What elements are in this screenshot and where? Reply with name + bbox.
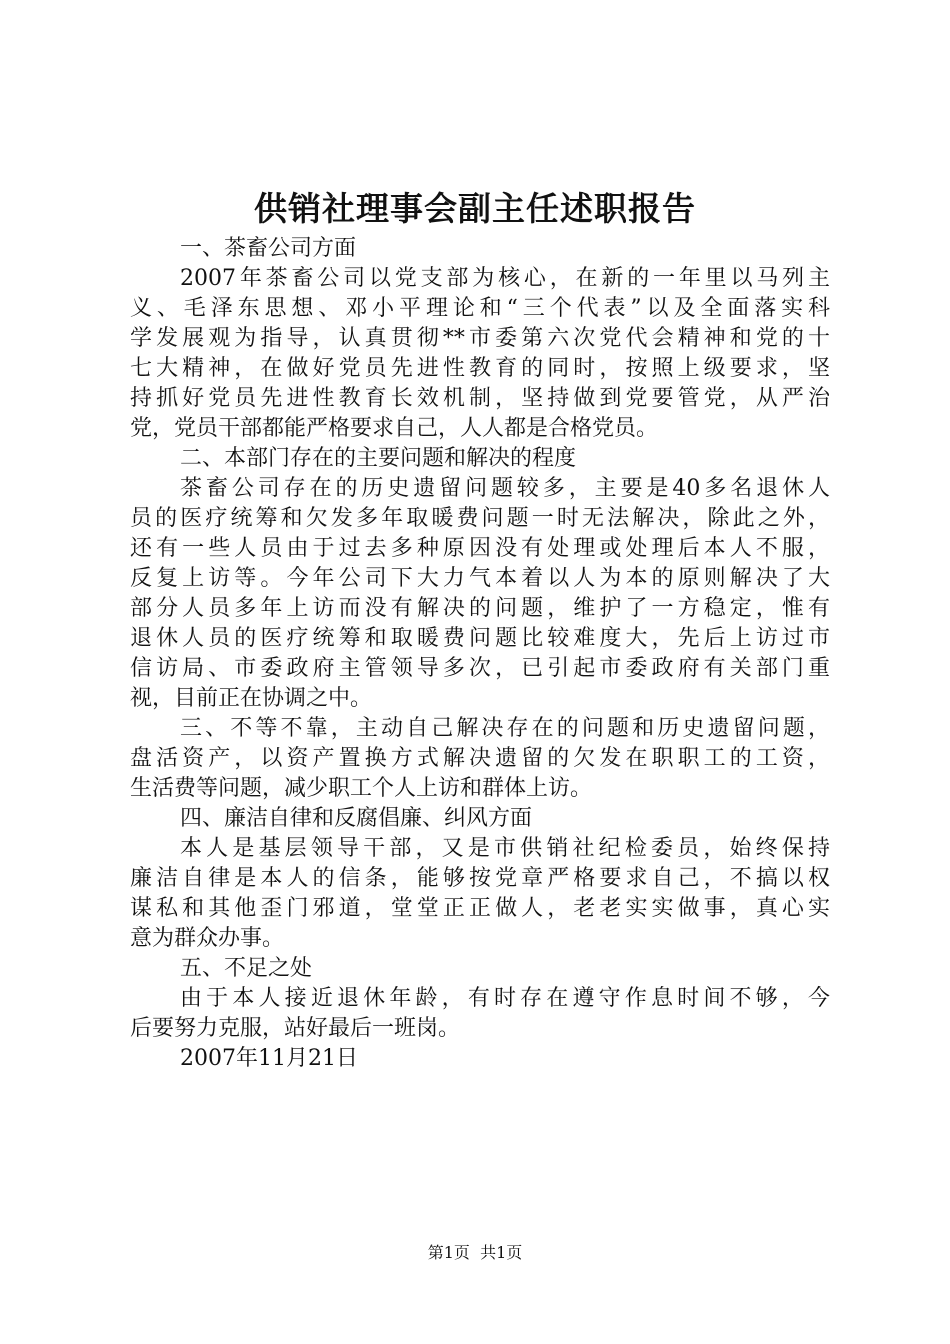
text-line: 谋私和其他歪门邪道，堂堂正正做人，老老实实做事，真心实: [130, 896, 830, 921]
text-line: 由于本人接近退休年龄，有时存在遵守作息时间不够，今: [180, 986, 830, 1011]
text-line: 学发展观为指导，认真贯彻**市委第六次党代会精神和党的十: [130, 326, 830, 351]
text-line: 茶畜公司存在的历史遗留问题较多，主要是40多名退休人: [180, 476, 830, 501]
paragraph: [130, 474, 830, 714]
paragraph: [130, 804, 830, 834]
page-footer: 第1页 共1页: [427, 1243, 523, 1262]
text-line: 义、毛泽东思想、邓小平理论和“三个代表”以及全面落实科: [130, 296, 830, 321]
text-line: 信访局、市委政府主管领导多次，已引起市委政府有关部门重: [130, 656, 830, 681]
paragraph: [130, 984, 830, 1044]
text-line: 四、廉洁自律和反腐倡廉、纠风方面: [180, 806, 533, 831]
paragraph: [130, 444, 830, 474]
text-line: 员的医疗统筹和欠发多年取暖费问题一时无法解决，除此之外，: [130, 506, 830, 531]
text-line: 党，党员干部都能严格要求自己，人人都是合格党员。: [130, 416, 659, 441]
paragraph: [130, 714, 830, 804]
document-body: [130, 234, 830, 1074]
text-line: 五、不足之处: [180, 956, 313, 981]
paragraph: [130, 1044, 830, 1074]
text-line: 2007年茶畜公司以党支部为核心，在新的一年里以马列主: [180, 266, 830, 291]
text-line: 退休人员的医疗统筹和取暖费问题比较难度大，先后上访过市: [130, 626, 830, 651]
text-line: 2007年11月21日: [180, 1046, 358, 1071]
text-line: 三、不等不靠，主动自己解决存在的问题和历史遗留问题，: [180, 716, 830, 741]
text-line: 视，目前正在协调之中。: [130, 686, 373, 711]
text-line: 本人是基层领导干部，又是市供销社纪检委员，始终保持: [180, 836, 830, 861]
text-line: 二、本部门存在的主要问题和解决的程度: [180, 446, 577, 471]
document-title: 供销社理事会副主任述职报告: [254, 189, 696, 228]
text-line: 意为群众办事。: [130, 926, 285, 951]
text-line: 持抓好党员先进性教育长效机制，坚持做到党要管党，从严治: [130, 386, 830, 411]
text-line: 后要努力克服，站好最后一班岗。: [130, 1016, 461, 1041]
text-line: 一、茶畜公司方面: [180, 236, 357, 261]
paragraph: [130, 234, 830, 264]
paragraph: [130, 954, 830, 984]
text-line: 部分人员多年上访而没有解决的问题，维护了一方稳定，惟有: [130, 596, 830, 621]
paragraph: [130, 834, 830, 954]
text-line: 七大精神，在做好党员先进性教育的同时，按照上级要求，坚: [130, 356, 830, 381]
text-line: 盘活资产，以资产置换方式解决遗留的欠发在职职工的工资，: [130, 746, 830, 771]
paragraph: [130, 264, 830, 444]
text-line: 还有一些人员由于过去多种原因没有处理或处理后本人不服，: [130, 536, 830, 561]
text-line: 廉洁自律是本人的信条，能够按党章严格要求自己，不搞以权: [130, 866, 830, 891]
text-line: 生活费等问题，减少职工个人上访和群体上访。: [130, 776, 593, 801]
text-line: 反复上访等。今年公司下大力气本着以人为本的原则解决了大: [130, 566, 830, 591]
